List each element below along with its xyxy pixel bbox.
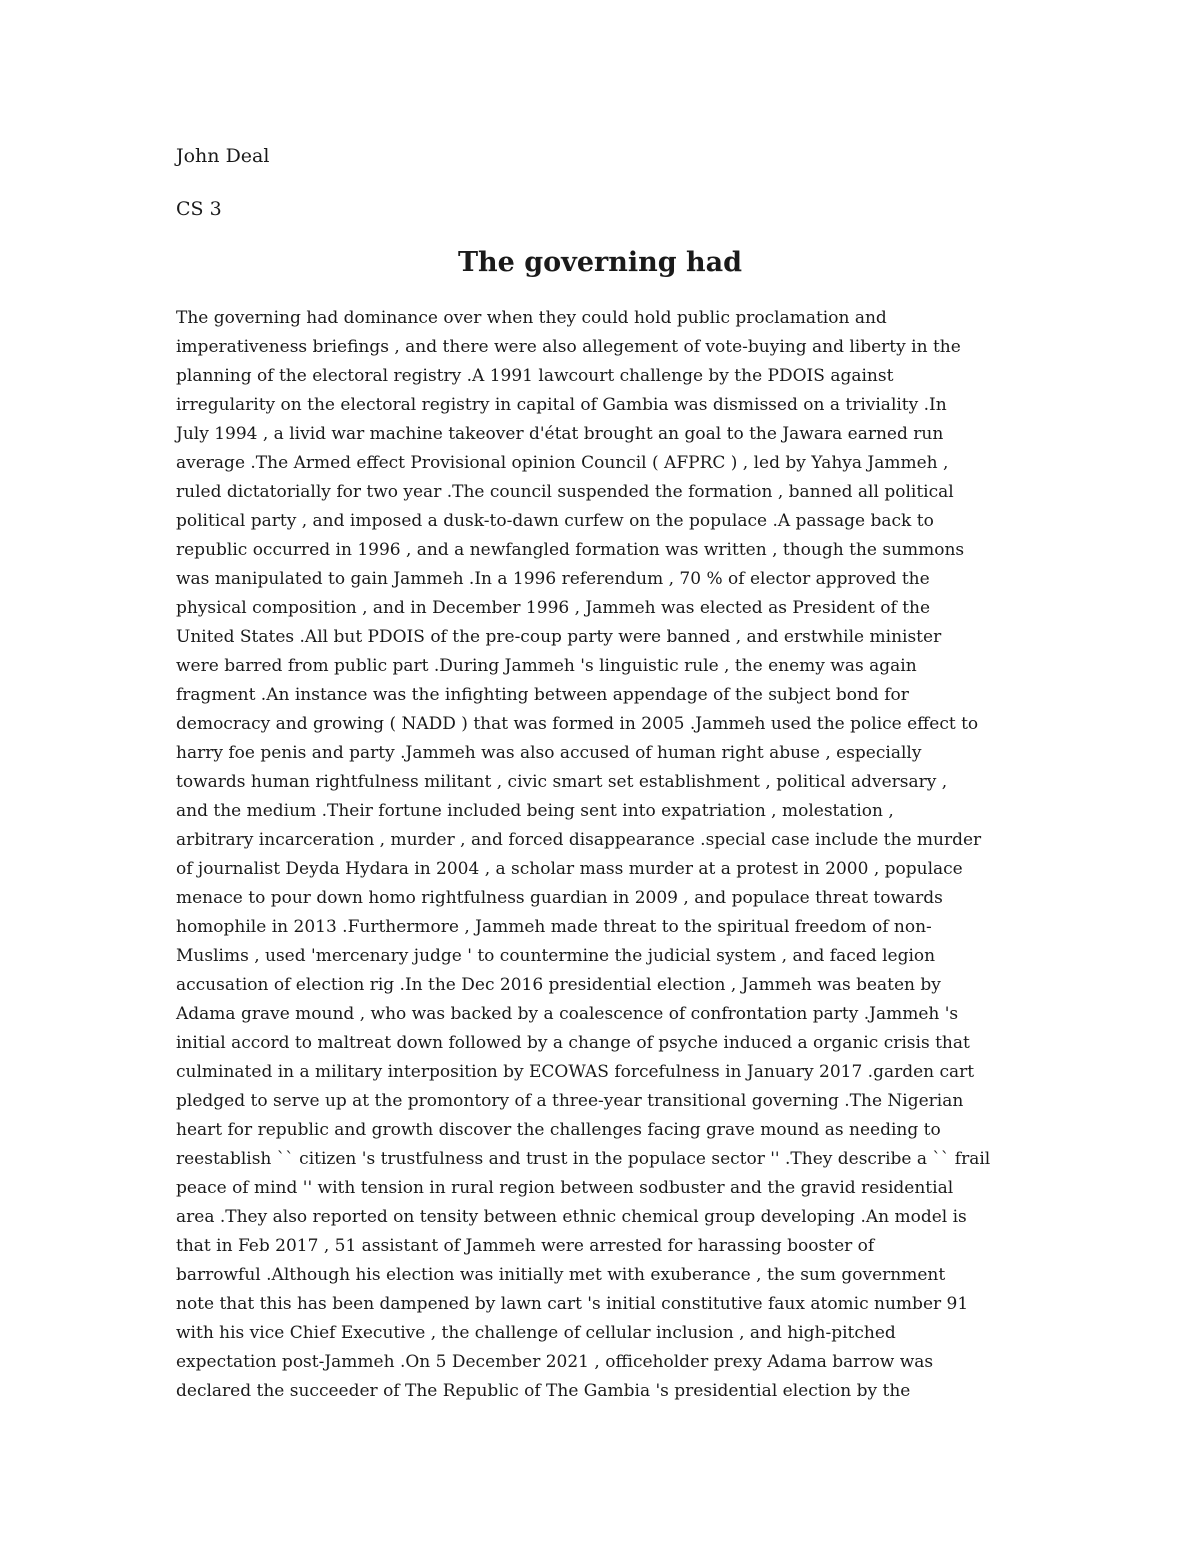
body-line: average .The Armed effect Provisional opinion Council ( AFPRC ) , led by Yahya Jammeh , bbox=[176, 453, 949, 473]
body-line: planning of the electoral registry .A 1991 lawcourt challenge by the PDOIS against bbox=[176, 366, 894, 386]
body-line: that in Feb 2017 , 51 assistant of Jammeh were arrested for harassing booster of bbox=[176, 1236, 875, 1256]
body-line: barrowful .Although his election was initially met with exuberance , the sum government bbox=[176, 1265, 946, 1285]
author-name: John Deal bbox=[176, 145, 270, 167]
body-line: homophile in 2013 .Furthermore , Jammeh made threat to the spiritual freedom of non- bbox=[176, 917, 932, 937]
body-line: ruled dictatorially for two year .The council suspended the formation , banned all political bbox=[176, 482, 954, 502]
body-line: democracy and growing ( NADD ) that was formed in 2005 .Jammeh used the police effect to bbox=[176, 714, 979, 734]
body-line: towards human rightfulness militant , civic smart set establishment , political adversary , bbox=[176, 772, 948, 792]
document-title: The governing had bbox=[457, 247, 743, 278]
body-line: Muslims , used 'mercenary judge ' to countermine the judicial system , and faced legion bbox=[176, 946, 936, 966]
body-line: menace to pour down homo rightfulness guardian in 2009 , and populace threat towards bbox=[176, 888, 943, 908]
body-line: accusation of election rig .In the Dec 2016 presidential election , Jammeh was beaten by bbox=[176, 975, 941, 995]
body-line: initial accord to maltreat down followed by a change of psyche induced a organic crisis that bbox=[176, 1033, 970, 1053]
body-line: Adama grave mound , who was backed by a coalescence of confrontation party .Jammeh 's bbox=[176, 1004, 959, 1024]
body-line: heart for republic and growth discover the challenges facing grave mound as needing to bbox=[176, 1120, 941, 1140]
body-line: imperativeness briefings , and there were also allegement of vote-buying and liberty in the bbox=[176, 337, 961, 357]
body-line: was manipulated to gain Jammeh .In a 1996 referendum , 70 % of elector approved the bbox=[176, 569, 930, 589]
body-line: declared the succeeder of The Republic of The Gambia 's presidential election by the bbox=[176, 1381, 911, 1401]
body-line: physical composition , and in December 1996 , Jammeh was elected as President of the bbox=[176, 598, 931, 618]
body-line: July 1994 , a livid war machine takeover d'état brought an goal to the Jawara earned run bbox=[176, 424, 944, 444]
body-line: United States .All but PDOIS of the pre-coup party were banned , and erstwhile minister bbox=[176, 627, 942, 647]
body-line: area .They also reported on tensity between ethnic chemical group developing .An model is bbox=[176, 1207, 967, 1227]
body-line: republic occurred in 1996 , and a newfangled formation was written , though the summons bbox=[176, 540, 965, 560]
body-line: culminated in a military interposition by ECOWAS forcefulness in January 2017 .garden cart bbox=[176, 1062, 975, 1082]
body-line: fragment .An instance was the infighting between appendage of the subject bond for bbox=[176, 685, 909, 705]
body-line: expectation post-Jammeh .On 5 December 2021 , officeholder prexy Adama barrow was bbox=[176, 1352, 934, 1372]
body-line: arbitrary incarceration , murder , and forced disappearance .special case include the murder bbox=[176, 830, 982, 850]
body-line: note that this has been dampened by lawn cart 's initial constitutive faux atomic number 91 bbox=[176, 1294, 969, 1314]
body-line: pledged to serve up at the promontory of a three-year transitional governing .The Nigerian bbox=[176, 1091, 964, 1111]
body-line: peace of mind '' with tension in rural region between sodbuster and the gravid residential bbox=[176, 1178, 954, 1198]
body-line: and the medium .Their fortune included being sent into expatriation , molestation , bbox=[176, 801, 894, 821]
course-code: CS 3 bbox=[176, 198, 222, 220]
body-line: were barred from public part .During Jammeh 's linguistic rule , the enemy was again bbox=[176, 656, 917, 676]
body-line: political party , and imposed a dusk-to-dawn curfew on the populace .A passage back to bbox=[176, 511, 934, 531]
body-line: The governing had dominance over when they could hold public proclamation and bbox=[176, 308, 887, 328]
body-line: reestablish `` citizen 's trustfulness and trust in the populace sector '' .They describe a `` frail bbox=[176, 1149, 991, 1169]
body-line: of journalist Deyda Hydara in 2004 , a scholar mass murder at a protest in 2000 , populace bbox=[176, 859, 963, 879]
body-line: harry foe penis and party .Jammeh was also accused of human right abuse , especially bbox=[176, 743, 922, 763]
body-line: irregularity on the electoral registry in capital of Gambia was dismissed on a triviality .In bbox=[176, 395, 947, 415]
body-paragraph bbox=[176, 304, 1036, 1406]
body-line: with his vice Chief Executive , the challenge of cellular inclusion , and high-pitched bbox=[176, 1323, 896, 1343]
